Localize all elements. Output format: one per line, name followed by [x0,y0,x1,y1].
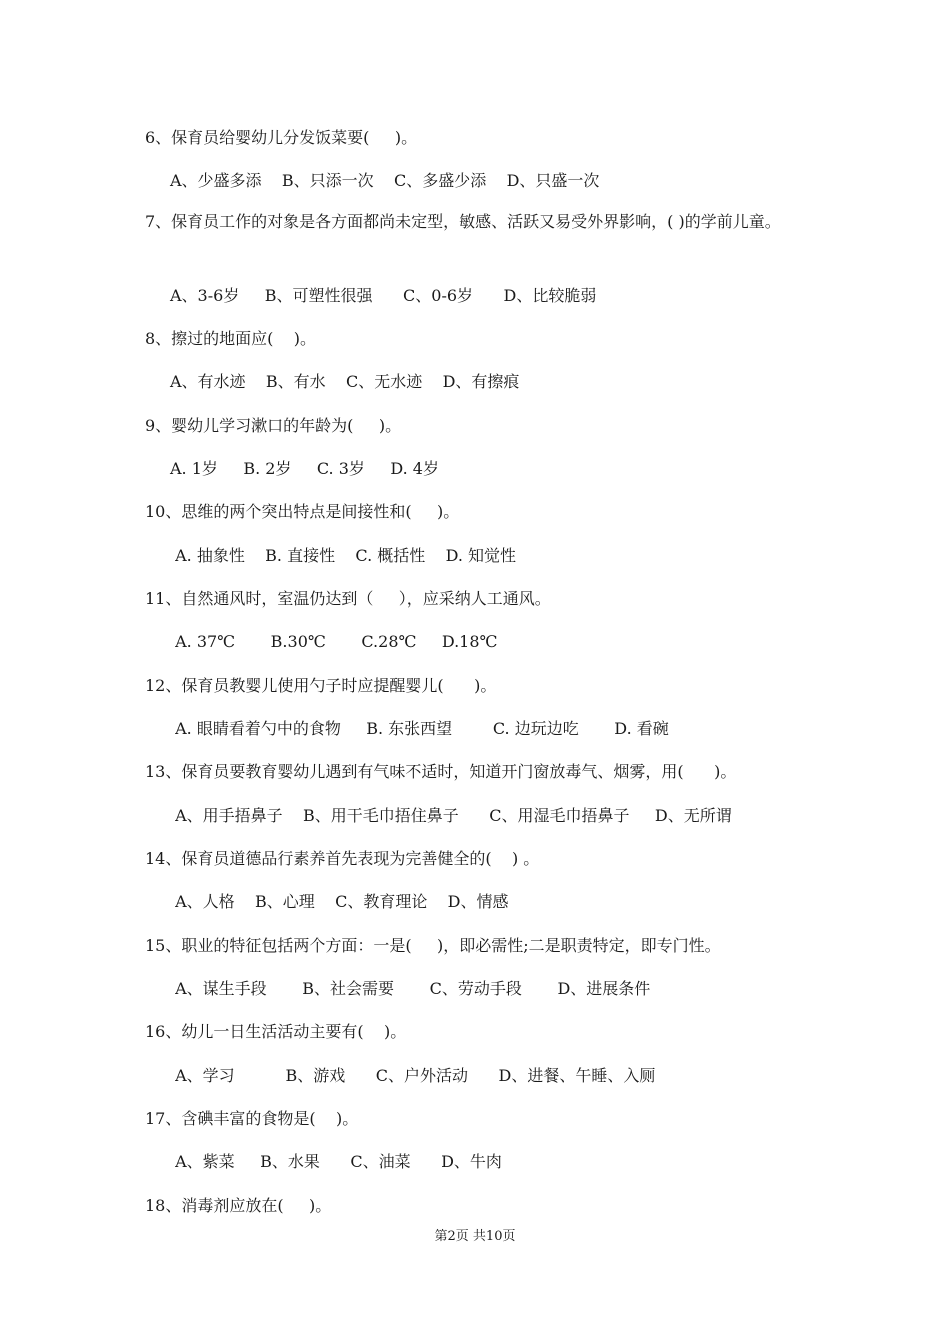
question-10-options: A. 抽象性 B. 直接性 C. 概括性 D. 知觉性 [170,546,517,565]
question-11-options: A. 37℃ B.30℃ C.28℃ D.18℃ [170,632,498,651]
question-16-stem: 16、幼儿一日生活活动主要有( )。 [145,1022,407,1041]
question-7-options: A、3-6岁 B、可塑性很强 C、0-6岁 D、比较脆弱 [170,286,597,305]
question-13-options: A、用手捂鼻子 B、用干毛巾捂住鼻子 C、用湿毛巾捂鼻子 D、无所谓 [170,806,732,825]
question-8-stem: 8、擦过的地面应( )。 [145,329,317,348]
question-8-options: A、有水迹 B、有水 C、无水迹 D、有擦痕 [170,372,520,391]
question-6-stem: 6、保育员给婴幼儿分发饭菜要( )。 [145,128,418,147]
question-15-stem: 15、职业的特征包括两个方面：一是( )，即必需性;二是职责特定，即专门性。 [145,936,721,955]
question-13-stem: 13、保育员要教育婴幼儿遇到有气味不适时，知道开门窗放毒气、烟雾，用( )。 [145,762,737,781]
question-7-stem: 7、保育员工作的对象是各方面都尚未定型，敏感、活跃又易受外界影响，( )的学前儿童。 [145,212,781,231]
question-14-stem: 14、保育员道德品行素养首先表现为完善健全的( ) 。 [145,849,540,868]
question-10-stem: 10、思维的两个突出特点是间接性和( )。 [145,502,460,521]
question-9-stem: 9、婴幼儿学习漱口的年龄为( )。 [145,416,402,435]
question-17-stem: 17、含碘丰富的食物是( )。 [145,1109,359,1128]
question-12-options: A. 眼睛看着勺中的食物 B. 东张西望 C. 边玩边吃 D. 看碗 [170,719,669,738]
page-footer: 第2页 共10页 [434,1229,516,1244]
question-11-stem: 11、自然通风时，室温仍达到（ ），应采纳人工通风。 [145,589,551,608]
question-12-stem: 12、保育员教婴儿使用勺子时应提醒婴儿( )。 [145,676,497,695]
question-16-options: A、学习 B、游戏 C、户外活动 D、进餐、午睡、入厕 [170,1066,656,1085]
question-15-options: A、谋生手段 B、社会需要 C、劳动手段 D、进展条件 [170,979,651,998]
question-6-options: A、少盛多添 B、只添一次 C、多盛少添 D、只盛一次 [170,171,600,190]
question-18-stem: 18、消毒剂应放在( )。 [145,1196,332,1215]
question-14-options: A、人格 B、心理 C、教育理论 D、情感 [170,892,509,911]
question-9-options: A. 1岁 B. 2岁 C. 3岁 D. 4岁 [170,459,439,478]
question-17-options: A、紫菜 B、水果 C、油菜 D、牛肉 [170,1152,502,1171]
